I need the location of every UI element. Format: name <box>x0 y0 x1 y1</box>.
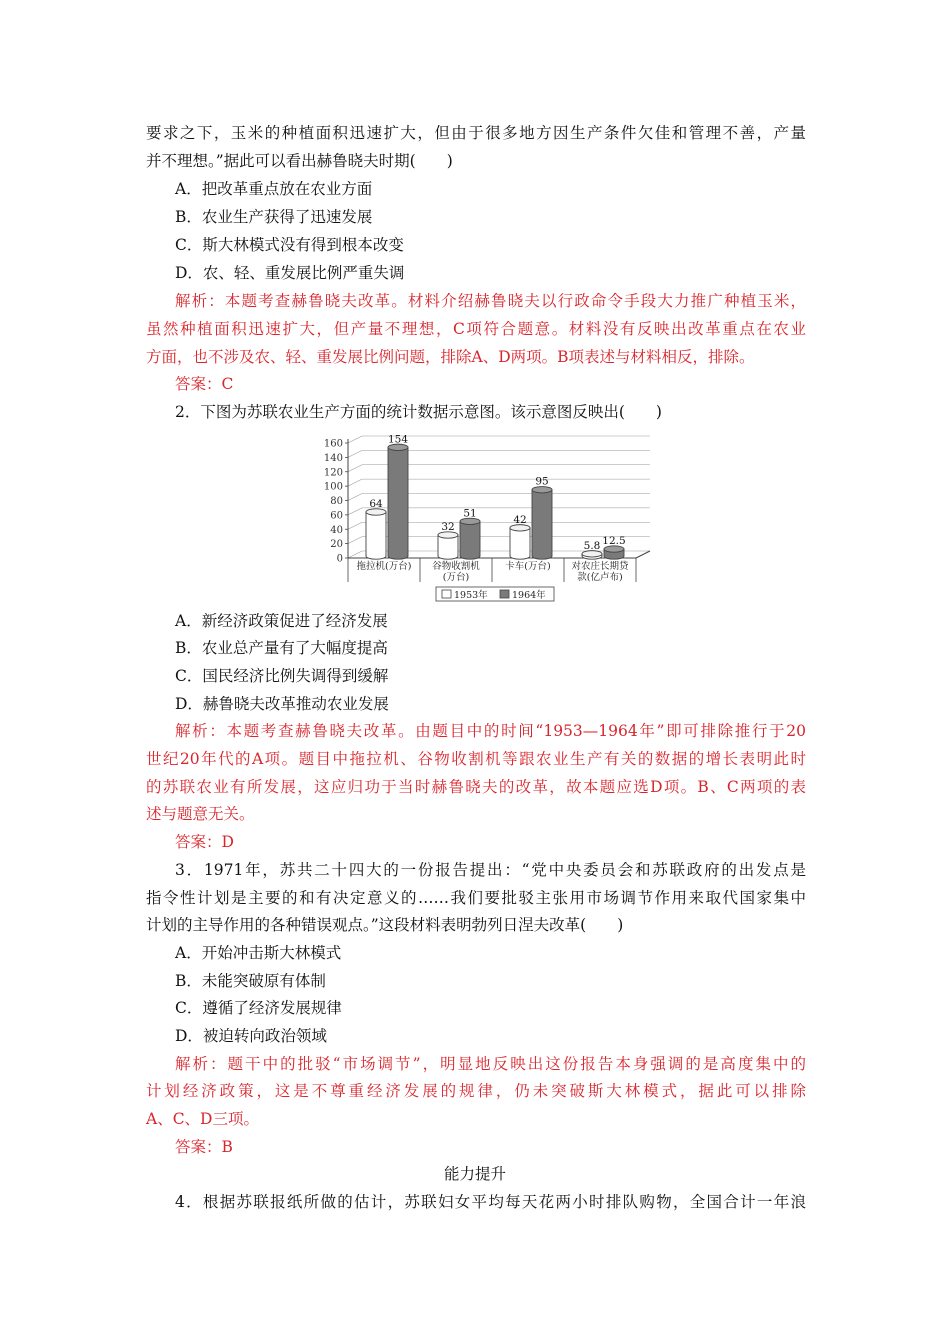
q3-option-b: B．未能突破原有体制 <box>175 972 326 990</box>
q3-answer: 答案：B <box>175 1138 233 1156</box>
q3-stem-line-3: 计划的主导作用的各种错误观点。”这段材料表明勃列日涅夫改革( ) <box>146 916 624 934</box>
category-label: 拖拉机(万台) <box>356 561 412 572</box>
q3-analysis-line-1: 解析：题干中的批驳“市场调节”，明显地反映出这份报告本身强调的是高度集中的 <box>175 1055 806 1073</box>
q2-answer: 答案：D <box>175 833 234 851</box>
q2-analysis-line-1: 解析：本题考查赫鲁晓夫改革。由题目中的时间“1953—1964年”即可排除推行于20 <box>175 722 806 740</box>
bar-base-cover <box>389 552 408 556</box>
q2-analysis-line-4: 述与题意无关。 <box>146 805 255 823</box>
legend-label: 1953年 <box>454 590 488 601</box>
y-tick-label: 20 <box>330 539 343 551</box>
grid-diagonal <box>348 522 362 529</box>
q1-analysis-line-1: 解析：本题考查赫鲁晓夫改革。材料介绍赫鲁晓夫以行政命令手段大力推广种植玉米， <box>175 292 806 310</box>
q3-analysis-line-2: 计划经济政策，这是不尊重经济发展的规律，仍未突破斯大林模式，据此可以排除 <box>146 1082 806 1100</box>
legend-swatch <box>442 590 451 598</box>
q2-option-a: A．新经济政策促进了经济发展 <box>175 612 388 630</box>
q1-answer: 答案：C <box>175 375 234 393</box>
data-label: 12.5 <box>602 535 626 548</box>
q2-stem: 2．下图为苏联农业生产方面的统计数据示意图。该示意图反映出( ) <box>175 403 662 421</box>
bar-base-cover <box>439 552 458 556</box>
data-label: 95 <box>535 475 549 488</box>
chart-legend <box>436 587 554 601</box>
q2-option-d: D．赫鲁晓夫改革推动农业发展 <box>175 695 389 713</box>
data-label: 5.8 <box>583 539 601 552</box>
q1-stem-line-1: 要求之下，玉米的种植面积迅速扩大，但由于很多地方因生产条件欠佳和管理不善，产量 <box>146 124 806 142</box>
q4-stem: 4．根据苏联报纸所做的估计，苏联妇女平均每天花两小时排队购物，全国合计一年浪 <box>175 1193 806 1211</box>
y-tick-label: 60 <box>330 510 343 522</box>
grid-diagonal <box>348 436 362 443</box>
y-tick-label: 80 <box>330 496 343 507</box>
q1-option-c: C．斯大林模式没有得到根本改变 <box>175 236 404 254</box>
bar-1964年-1 <box>460 521 480 556</box>
q1-option-b: B．农业生产获得了迅速发展 <box>175 208 373 226</box>
y-tick-label: 160 <box>323 438 343 450</box>
q1-option-a: A．把改革重点放在农业方面 <box>175 180 373 198</box>
grid-diagonal <box>348 537 362 544</box>
grid-diagonal <box>348 551 362 558</box>
q1-option-d: D．农、轻、重发展比例严重失调 <box>175 264 405 282</box>
q2-option-c: C．国民经济比例失调得到缓解 <box>175 667 389 685</box>
bar-base-cover <box>511 552 530 556</box>
q1-stem-line-2: 并不理想。”据此可以看出赫鲁晓夫时期( ) <box>146 152 453 170</box>
bar-1964年-2 <box>532 490 552 556</box>
y-tick-label: 40 <box>330 524 343 536</box>
x-axis-depth <box>636 551 650 558</box>
q3-option-a: A．开始冲击斯大林模式 <box>175 944 342 962</box>
q2-analysis-line-3: 的苏联农业有所发展，这应归功于当时赫鲁晓夫的改革，故本题应选D项。B、C两项的表 <box>146 778 806 796</box>
q3-option-d: D．被迫转向政治领域 <box>175 1027 327 1045</box>
bar-1953年-0 <box>366 512 386 556</box>
grid-diagonal <box>348 479 362 486</box>
data-label: 32 <box>441 521 455 533</box>
q3-stem-line-1: 3．1971年，苏共二十四大的一份报告提出：“党中央委员会和苏联政府的出发点是 <box>175 861 806 879</box>
category-label: 卡车(万台) <box>505 561 551 572</box>
q2-analysis-line-2: 世纪20年代的A项。题目中拖拉机、谷物收割机等跟农业生产有关的数据的增长表明此时 <box>146 750 806 768</box>
q3-option-c: C．遵循了经济发展规律 <box>175 999 342 1017</box>
y-tick-label: 120 <box>323 467 343 479</box>
category-label: 谷物收割机 <box>432 561 480 572</box>
legend-swatch <box>500 590 509 598</box>
y-tick-label: 100 <box>323 481 343 493</box>
q3-stem-line-2: 指令性计划是主要的和有决定意义的……我们要批驳主张用市场调节作用来取代国家集中 <box>146 889 806 907</box>
data-label: 154 <box>387 434 409 446</box>
bar-base-cover <box>533 552 552 556</box>
category-label: (万台) <box>442 572 470 583</box>
q3-analysis-line-3: A、C、D三项。 <box>146 1110 259 1128</box>
y-tick-label: 140 <box>323 452 343 464</box>
q1-analysis-line-2: 虽然种植面积迅速扩大，但产量不理想，C项符合题意。材料没有反映出改革重点在农业 <box>146 320 806 338</box>
q1-analysis-line-3: 方面，也不涉及农、轻、重发展比例问题，排除A、D两项。B项表述与材料相反，排除。 <box>146 348 755 366</box>
category-label: 对农庄长期贷 <box>571 561 629 572</box>
grid-diagonal <box>348 508 362 515</box>
data-label: 64 <box>369 498 383 510</box>
category-label: 款(亿卢布) <box>577 572 623 583</box>
data-label: 51 <box>463 507 477 520</box>
data-label: 42 <box>513 513 527 526</box>
agriculture-bar-chart <box>318 434 663 606</box>
grid-diagonal <box>348 494 362 501</box>
bar-base-cover <box>461 552 480 556</box>
section-title: 能力提升 <box>443 1165 506 1183</box>
y-tick-label: 0 <box>336 553 343 565</box>
grid-diagonal <box>348 450 362 457</box>
bar-1964年-0 <box>388 447 408 556</box>
grid-diagonal <box>348 465 362 472</box>
q2-option-b: B．农业总产量有了大幅度提高 <box>175 639 388 657</box>
legend-label: 1964年 <box>512 590 546 601</box>
bar-base-cover <box>367 552 386 556</box>
bar-1953年-2 <box>510 528 530 556</box>
